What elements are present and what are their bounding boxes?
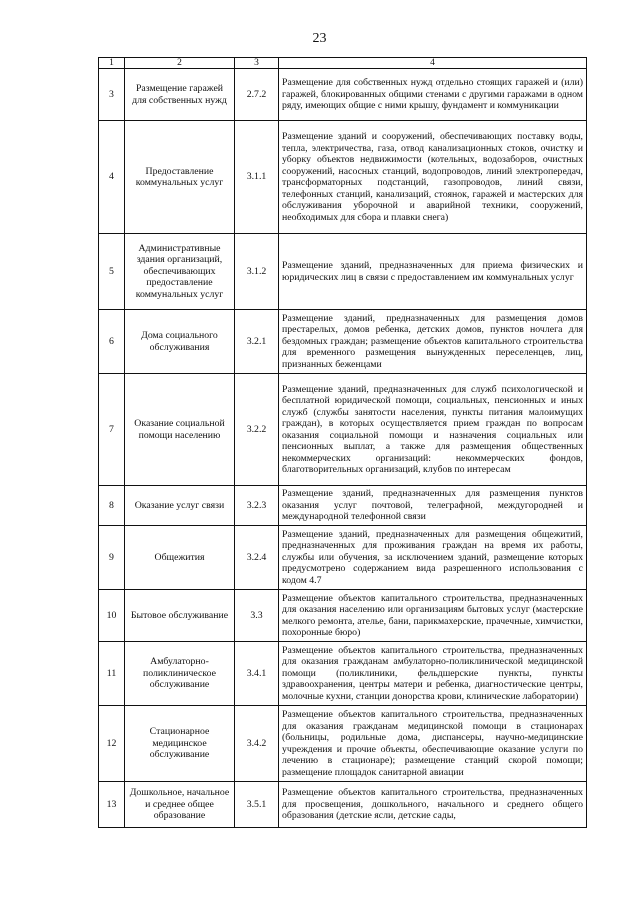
row-description: Размещение объектов капитального строительства, предназначенных для оказания гражданам медицинской помощи в стационарах (больницы, родильные дома, диспансеры, научно-медицинские учреждения и прочие объекты, обеспечивающие оказание услуги по лечению в стационаре); размещение станций скорой помощи; размещение площадок санитарной авиации — [279, 706, 587, 782]
row-number: 8 — [99, 486, 125, 526]
row-number: 11 — [99, 642, 125, 706]
row-name: Дома социального обслуживания — [125, 310, 235, 374]
row-name: Административные здания организаций, обеспечивающих предоставление коммунальных услуг — [125, 234, 235, 310]
row-number: 10 — [99, 590, 125, 642]
row-code: 3.1.2 — [235, 234, 279, 310]
row-number: 4 — [99, 121, 125, 234]
row-name: Предоставление коммунальных услуг — [125, 121, 235, 234]
header-col-2: 2 — [125, 58, 235, 69]
row-name: Бытовое обслуживание — [125, 590, 235, 642]
row-code: 3.1.1 — [235, 121, 279, 234]
row-number: 6 — [99, 310, 125, 374]
row-description: Размещение зданий и сооружений, обеспечивающих поставку воды, тепла, электричества, газа, отвод канализационных стоков, очистку и уборку объектов недвижимости (котельных, водозаборов, очистных сооружений, насосных станций, водопроводов, линий электропередач, трансформаторных подстанций, газопроводов, линий связи, телефонных станций, канализаций, стоянок, гаражей и мастерских для обслуживания уборочной и аварийной техники, сооружений, необходимых для сбора и плавки снега) — [279, 121, 587, 234]
row-name: Оказание социальной помощи населению — [125, 374, 235, 486]
row-name: Размещение гаражей для собственных нужд — [125, 69, 235, 121]
row-description: Размещение для собственных нужд отдельно стоящих гаражей и (или) гаражей, блокированных общими стенами с другими гаражами в одном ряду, имеющих общие с ними крышу, фундамент и коммуникации — [279, 69, 587, 121]
row-description: Размещение зданий, предназначенных для размещения общежитий, предназначенных для проживания граждан на время их работы, службы или обучения, за исключением зданий, размещение которых предусмотрено содержанием вида разрешенного использования с кодом 4.7 — [279, 526, 587, 590]
land-use-table — [98, 57, 587, 828]
row-name: Общежития — [125, 526, 235, 590]
row-number: 12 — [99, 706, 125, 782]
header-col-4: 4 — [279, 58, 587, 69]
row-name: Стационарное медицинское обслуживание — [125, 706, 235, 782]
row-description: Размещение зданий, предназначенных для размещения домов престарелых, домов ребенка, детских домов, пунктов ночлега для бездомных граждан; размещение объектов капитального строительства для временного размещения вынужденных переселенцев, лиц, признанных беженцами — [279, 310, 587, 374]
row-code: 3.2.2 — [235, 374, 279, 486]
table-row — [99, 486, 587, 526]
row-code: 3.2.3 — [235, 486, 279, 526]
row-number: 7 — [99, 374, 125, 486]
row-name: Оказание услуг связи — [125, 486, 235, 526]
table-row — [99, 526, 587, 590]
table-row — [99, 642, 587, 706]
row-number: 5 — [99, 234, 125, 310]
table-row — [99, 706, 587, 782]
row-code: 3.2.4 — [235, 526, 279, 590]
page-number: 23 — [312, 31, 327, 46]
header-col-1: 1 — [99, 58, 125, 69]
header-col-3: 3 — [235, 58, 279, 69]
row-description: Размещение зданий, предназначенных для служб психологической и бесплатной юридической помощи, социальных, пенсионных и иных служб (службы занятости населения, пункты питания малоимущих граждан), в которых осуществляется прием граждан по вопросам оказания социальной помощи и назначения социальных или пенсионных выплат, а также для размещения общественных некоммерческих организаций: некоммерческих фондов, благотворительных организаций, клубов по интересам — [279, 374, 587, 486]
table-header-row — [99, 58, 587, 69]
table-row — [99, 234, 587, 310]
row-name: Дошкольное, начальное и среднее общее образование — [125, 782, 235, 828]
row-number: 13 — [99, 782, 125, 828]
row-number: 3 — [99, 69, 125, 121]
row-number: 9 — [99, 526, 125, 590]
row-code: 3.4.1 — [235, 642, 279, 706]
row-description: Размещение зданий, предназначенных для приема физических и юридических лиц в связи с предоставлением им коммунальных услуг — [279, 234, 587, 310]
row-code: 2.7.2 — [235, 69, 279, 121]
row-code: 3.3 — [235, 590, 279, 642]
table-row — [99, 374, 587, 486]
row-description: Размещение объектов капитального строительства, предназначенных для оказания гражданам амбулаторно-поликлинической медицинской помощи (поликлиники, фельдшерские пункты, пункты здравоохранения, центры матери и ребенка, диагностические центры, молочные кухни, станции донорства крови, клинические лаборатории) — [279, 642, 587, 706]
row-code: 3.2.1 — [235, 310, 279, 374]
row-code: 3.5.1 — [235, 782, 279, 828]
row-description: Размещение зданий, предназначенных для размещения пунктов оказания услуг почтовой, телеграфной, междугородней и международной телефонной связи — [279, 486, 587, 526]
table-row — [99, 69, 587, 121]
table-row — [99, 590, 587, 642]
row-code: 3.4.2 — [235, 706, 279, 782]
row-description: Размещение объектов капитального строительства, предназначенных для просвещения, дошкольного, начального и среднего общего образования (детские ясли, детские сады, — [279, 782, 587, 828]
row-description: Размещение объектов капитального строительства, предназначенных для оказания населению или организациям бытовых услуг (мастерские мелкого ремонта, ателье, бани, парикмахерские, прачечные, химчистки, похоронные бюро) — [279, 590, 587, 642]
table-row — [99, 121, 587, 234]
table-row — [99, 310, 587, 374]
table-row — [99, 782, 587, 828]
row-name: Амбулаторно-поликлиническое обслуживание — [125, 642, 235, 706]
